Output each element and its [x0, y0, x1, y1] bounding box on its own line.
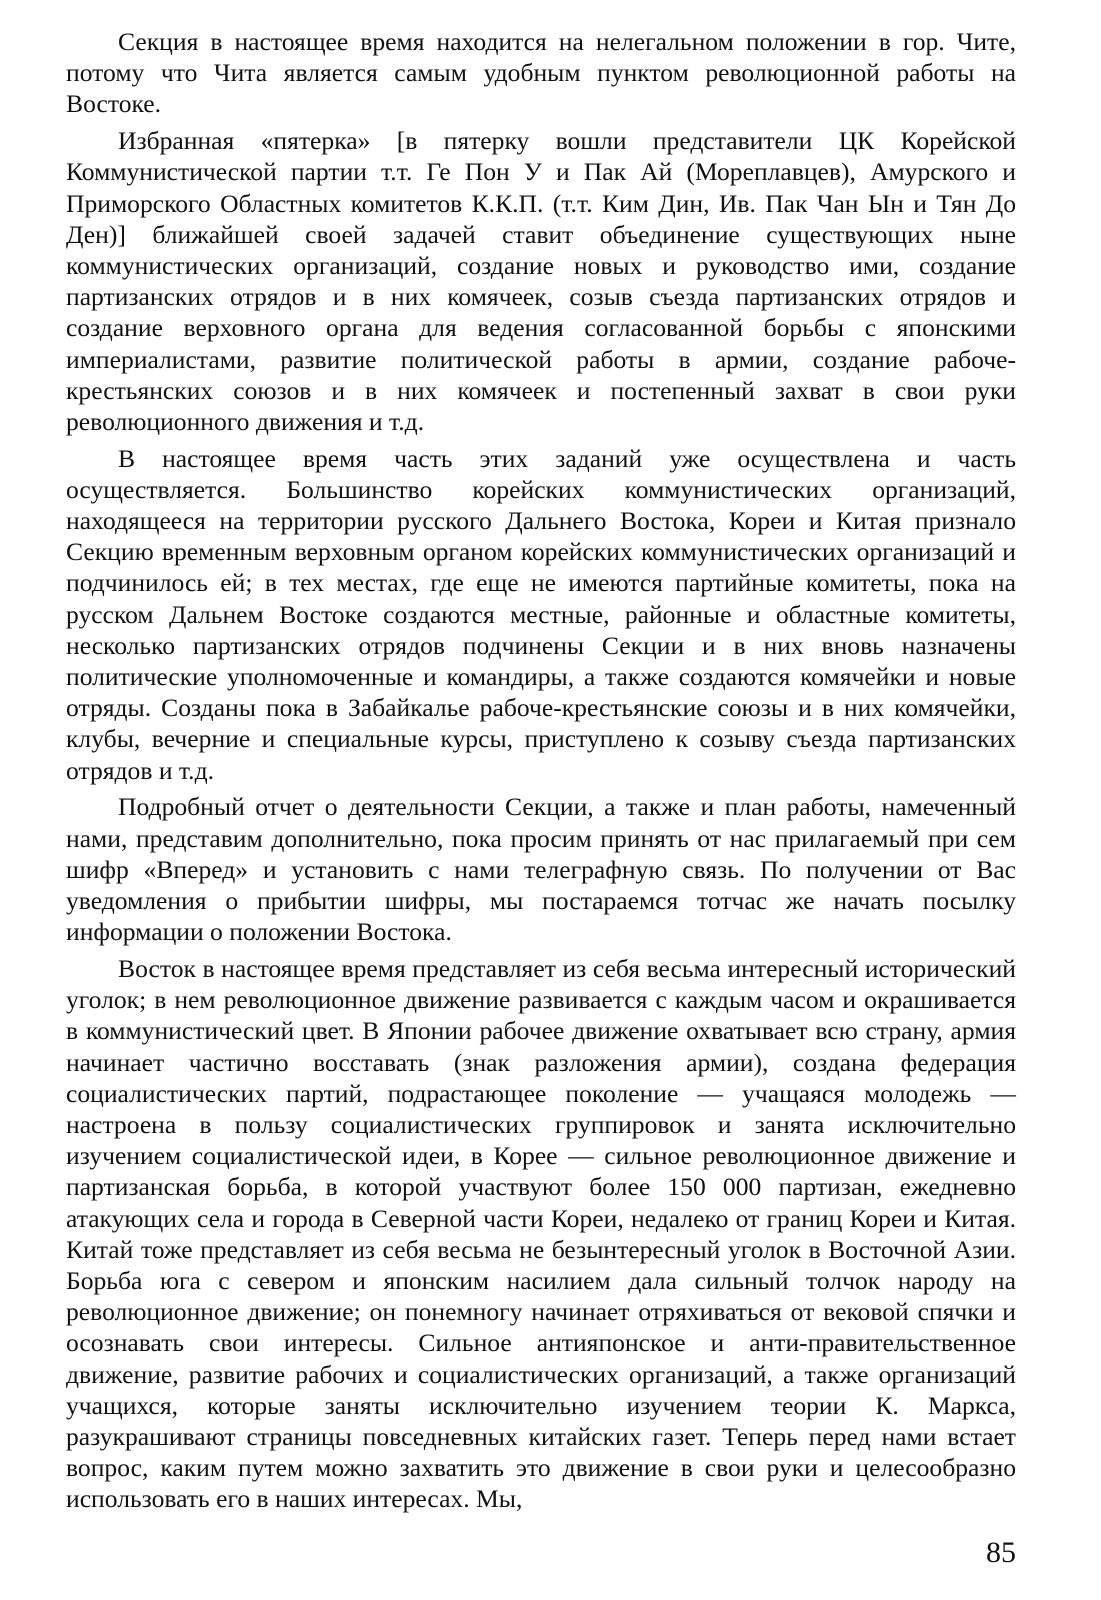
paragraph-4: Подробный отчет о деятельности Секции, а также и план работы, намеченный нами, представим дополнительно, пока просим принять от нас прилагаемый при сем шифр «Вперед» и установить с нами телеграфную связь. По получении от Вас уведомления о прибытии шифры, мы постараемся тотчас же начать посылку информации о положении Востока. [66, 792, 1016, 947]
paragraph-1: Секция в настоящее время находится на нелегальном положении в гор. Чите, потому что Чита является самым удобным пунктом революционной работы на Востоке. [66, 27, 1016, 119]
paragraph-3: В настоящее время часть этих заданий уже осуществлена и часть осуществляется. Большинство корейских коммунистических организаций, находящееся на территории русского Дальнего Востока, Кореи и Китая признало Секцию временным верховным органом корейских коммунистических организаций и подчинилось ей; в тех местах, где еще не имеются партийные комитеты, пока на русском Дальнем Востоке создаются местные, районные и областные комитеты, несколько партизанских отрядов подчинены Секции и в них вновь назначены политические уполномоченные и командиры, а также создаются комячейки и новые отряды. Созданы пока в Забайкалье рабоче-крестьянские союзы и в них комячейки, клубы, вечерние и специальные курсы, приступлено к созыву съезда партизанских отрядов и т.д. [66, 443, 1016, 785]
paragraph-5: Восток в настоящее время представляет из себя весьма интересный исторический уголок; в нем революционное движение развивается с каждым часом и окрашивается в коммунистический цвет. В Японии рабочее движение охватывает всю страну, армия начинает частично восставать (знак разложения армии), создана федерация социалистических партий, подрастающее поколение — учащаяся молодежь — настроена в пользу социалистических группировок и занята исключительно изучением социалистической идеи, в Корее — сильное революционное движение и партизанская борьба, в которой участвуют более 150 000 партизан, ежедневно атакующих села и города в Северной части Кореи, недалеко от границ Кореи и Китая. Китай тоже представляет из себя весьма не безынтересный уголок в Восточной Азии. Борьба юга с севером и японским насилием дала сильный толчок народу на революционное движение; он понемногу начинает отряхиваться от вековой спячки и осознавать свои интересы. Сильное антияпонское и анти-правительственное движение, развитие рабочих и социалистических организаций, а также организаций учащихся, которые заняты исключительно изучением теории К. Маркса, разукрашивают страницы повседневных китайских газет. Теперь перед нами встает вопрос, каким путем можно захватить это движение в свои руки и целесообразно использовать его в наших интересах. Мы, [66, 953, 1016, 1514]
body-text [66, 26, 1016, 1520]
page-number: 85 [986, 1536, 1016, 1569]
paragraph-2: Избранная «пятерка» [в пятерку вошли представители ЦК Корейской Коммунистической партии т.т. Ге Пон У и Пак Ай (Мореплавцев), Амурского и Приморского Областных комитетов К.К.П. (т.т. Ким Дин, Ив. Пак Чан Ын и Тян До Ден)] ближайшей своей задачей ставит объединение существующих ныне коммунистических организаций, создание новых и руководство ими, создание партизанских отрядов и в них комячеек, созыв съезда партизанских отрядов и создание верховного органа для ведения согласованной борьбы с японскими империалистами, развитие политической работы в армии, создание рабоче-крестьянских союзов и в них комячеек и постепенный захват в свои руки революционного движения и т.д. [66, 126, 1016, 436]
